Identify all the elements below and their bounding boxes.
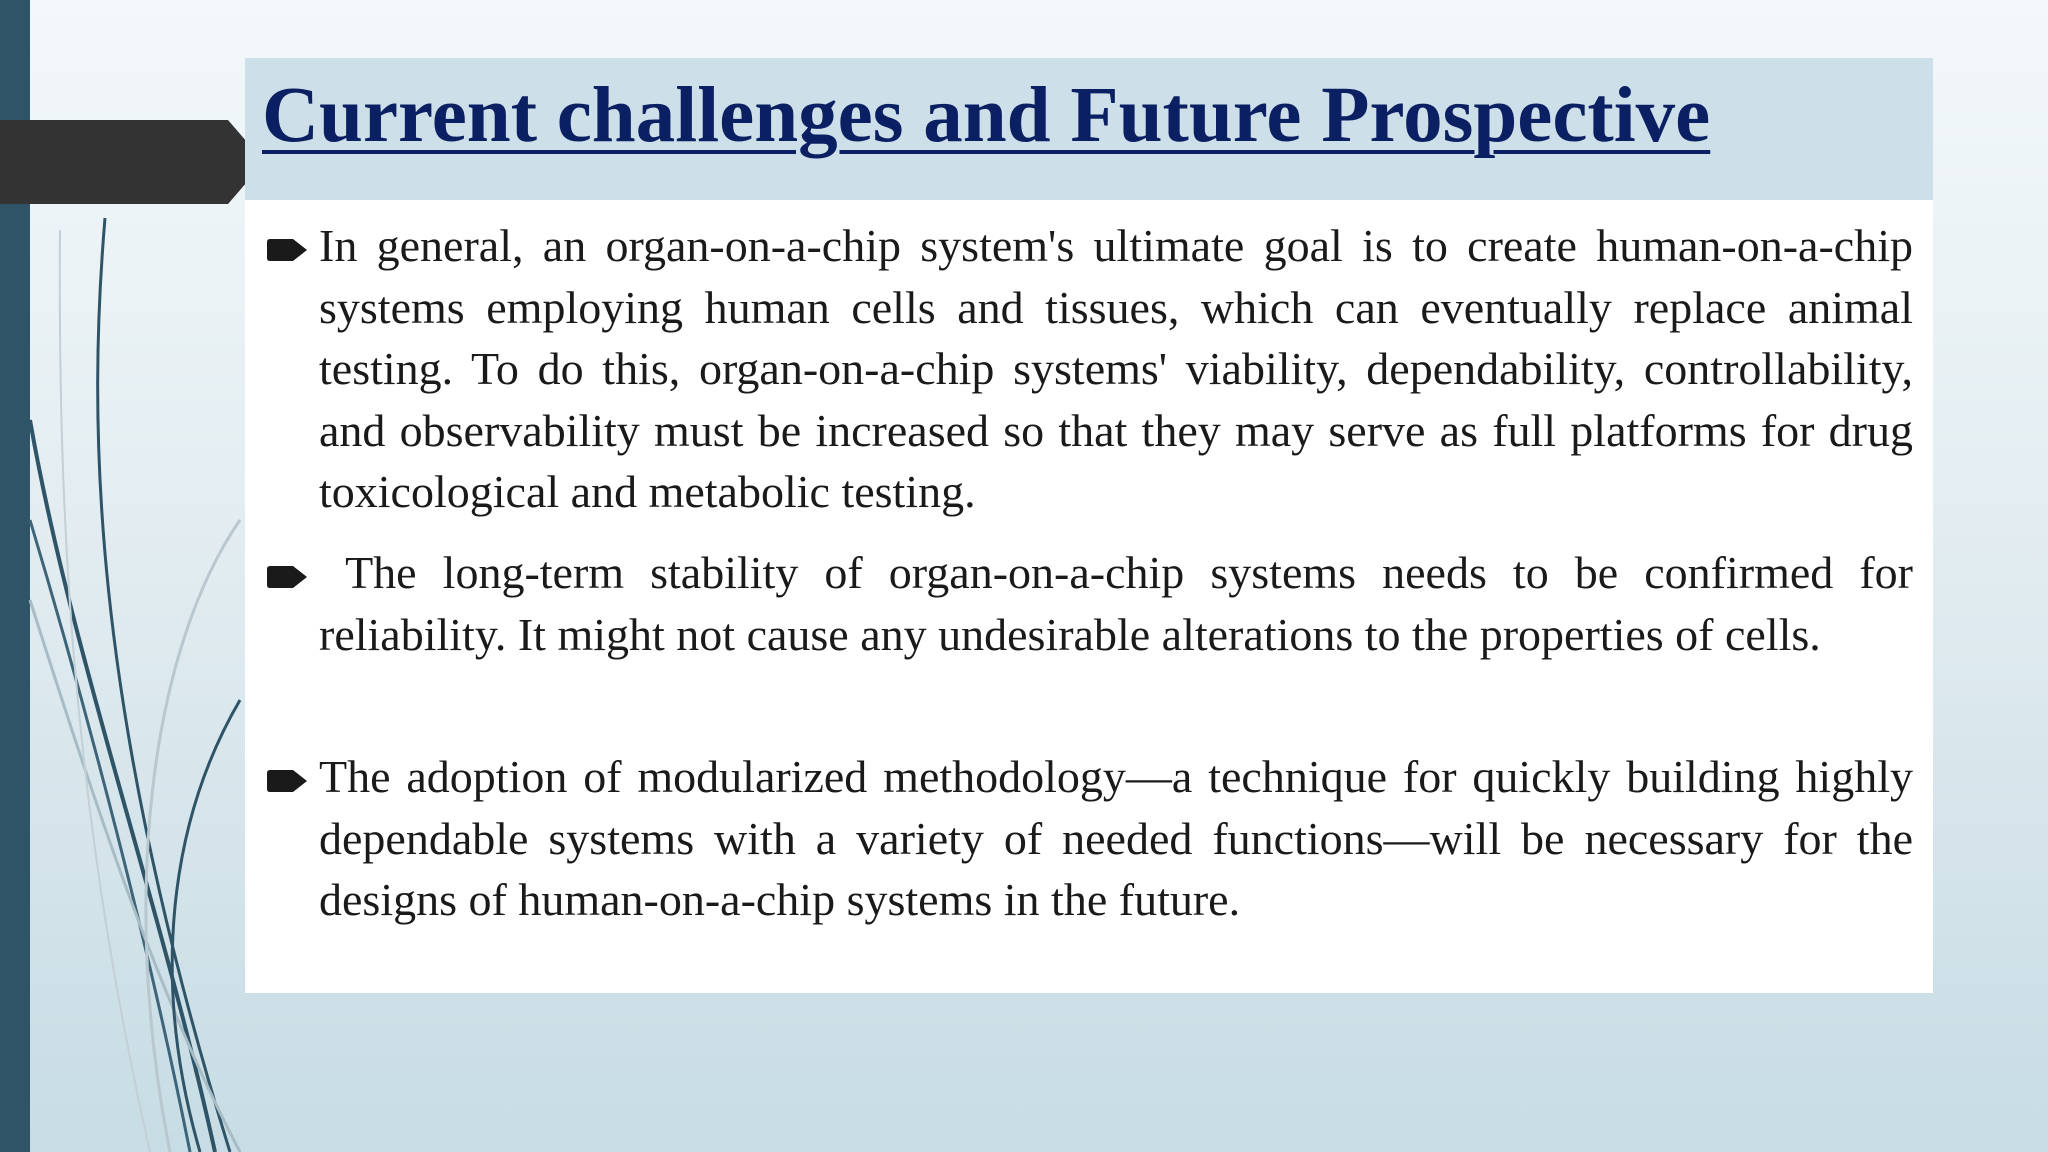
bullet-text-3: The adoption of modularized methodology—a technique for quickly building highly dependable systems with a variety of needed functions—will be necessary for the designs of human-on-a-chip systems in the future. [319,751,1913,925]
arrow-bullet-icon [267,770,307,792]
bullet-text-1: In general, an organ-on-a-chip system's ultimate goal is to create human-on-a-chip systems employing human cells and tissues, which can eventually replace animal testing. To do this, organ-on-a-chip systems' viability, dependability, controllability, and observability must be increased so that they may serve as full platforms for drug toxicological and metabolic testing. [319,220,1913,517]
bullet-text-2: The long-term stability of organ-on-a-chip systems needs to be confirmed for reliability. It might not cause any undesirable alterations to the properties of cells. [319,547,1925,660]
slide-title: Current challenges and Future Prospective [262,72,1711,159]
content-box [245,200,1933,993]
arrow-bullet-icon [267,566,307,588]
arrow-bullet-icon [267,239,307,261]
dark-tab-shape [0,120,247,204]
